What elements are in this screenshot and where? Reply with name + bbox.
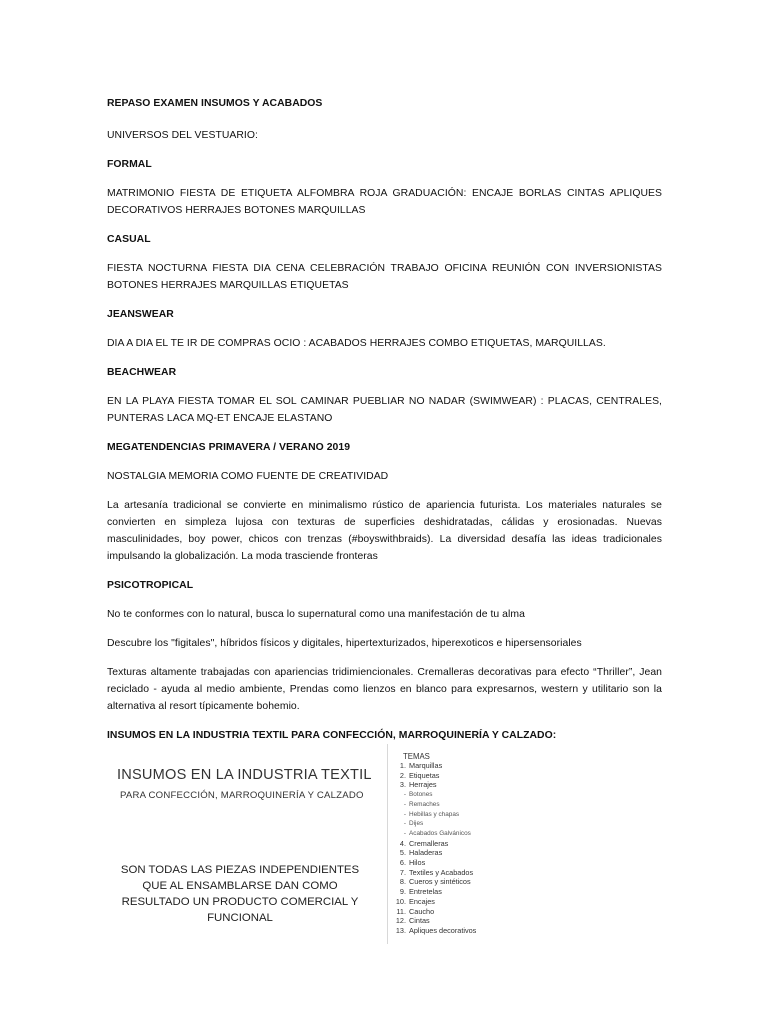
topic-number: 7. (399, 867, 406, 877)
topic-number: - (403, 829, 406, 837)
formal-heading: FORMAL (107, 159, 152, 170)
insumos-figure (107, 740, 487, 945)
topic-item (392, 897, 476, 907)
topic-number: - (403, 791, 406, 799)
topics-list (392, 761, 476, 936)
casual-paragraph: FIESTA NOCTURNA FIESTA DIA CENA CELEBRACIÓN TRABAJO OFICINA REUNIÓN CON INVERSIONISTAS BOTONES HERRAJES MARQUILLAS ETIQUETAS (107, 263, 662, 291)
universos-heading: UNIVERSOS DEL VESTUARIO: (107, 130, 258, 141)
topic-label: Etiquetas (409, 770, 440, 780)
topic-label: Botones (409, 791, 433, 799)
formal-paragraph: MATRIMONIO FIESTA DE ETIQUETA ALFOMBRA ROJA GRADUACIÓN: ENCAJE BORLAS CINTAS APLIQUES DECORATIVOS HERRAJES BOTONES MARQUILLAS (107, 188, 662, 216)
topic-label: Cueros y sintéticos (409, 877, 471, 887)
topic-item (392, 829, 476, 839)
topic-item (392, 926, 476, 936)
beachwear-paragraph: EN LA PLAYA FIESTA TOMAR EL SOL CAMINAR PUEBLIAR NO NADAR (SWIMWEAR) : PLACAS, CENTRALES, PUNTERAS LACA MQ-ET ENCAJE ELASTANO (107, 396, 662, 424)
nostalgia-subheading: NOSTALGIA MEMORIA COMO FUENTE DE CREATIVIDAD (107, 471, 389, 482)
jeanswear-heading: JEANSWEAR (107, 309, 174, 320)
topic-label: Entretelas (409, 887, 442, 897)
topic-label: Haladeras (409, 848, 443, 858)
topic-number: 13. (395, 925, 406, 935)
document-title: REPASO EXAMEN INSUMOS Y ACABADOS (107, 98, 323, 109)
topic-number: 10. (395, 896, 406, 906)
topic-number: 6. (399, 858, 406, 868)
topic-number: 11. (396, 906, 406, 916)
topic-item (392, 887, 476, 897)
jeanswear-paragraph: DIA A DIA EL TE IR DE COMPRAS OCIO : ACABADOS HERRAJES COMBO ETIQUETAS, MARQUILLAS. (107, 338, 606, 349)
topic-label: Marquillas (409, 761, 443, 770)
topic-label: Cremalleras (409, 838, 449, 848)
topic-item (392, 907, 476, 917)
topic-item (392, 839, 476, 849)
topic-number: - (403, 820, 406, 828)
topic-label: Hilos (409, 858, 426, 868)
topic-item (392, 800, 476, 810)
topic-item (392, 790, 476, 800)
topic-item (392, 916, 476, 926)
psicotropical-heading: PSICOTROPICAL (107, 580, 194, 591)
topic-item (392, 868, 476, 878)
topic-label: Dijes (409, 820, 424, 828)
megatendencias-heading: MEGATENDENCIAS PRIMAVERA / VERANO 2019 (107, 442, 351, 453)
artesania-paragraph: La artesanía tradicional se convierte en minimalismo rústico de apariencia futurista. Los materiales naturales se convierten en simpleza lujosa con texturas de superficies deshidratadas, cálidas y erosionadas. Nuevas masculinidades, boy power, chicos con trenzas (#boyswithbraids). La diversidad desafía las ideas tradicionales impulsando la globalización. La moda trasciende fronteras (107, 500, 662, 562)
topic-number: 4. (399, 838, 406, 848)
topic-number: 9. (399, 887, 406, 897)
figure-title: INSUMOS EN LA INDUSTRIA TEXTIL (117, 767, 372, 783)
topic-label: Herrajes (409, 780, 437, 790)
topic-number: 5. (399, 848, 406, 858)
topic-item (392, 771, 476, 781)
topic-number: 2. (399, 770, 406, 780)
topic-number: 3. (399, 780, 406, 790)
beachwear-heading: BEACHWEAR (107, 367, 177, 378)
topic-number: 8. (399, 877, 406, 887)
figure-subtitle: PARA CONFECCIÓN, MARROQUINERÍA Y CALZADO (120, 790, 364, 801)
topic-label: Cintas (409, 916, 430, 926)
topic-number: 1. (399, 761, 406, 770)
topics-panel (387, 744, 488, 944)
topic-item (392, 877, 476, 887)
topic-label: Remaches (409, 800, 440, 808)
topic-item (392, 761, 476, 771)
topic-number: - (403, 810, 406, 818)
topic-label: Acabados Galvánicos (409, 829, 471, 837)
casual-heading: CASUAL (107, 234, 151, 245)
psicotropical-paragraph-2: Descubre los "figitales", híbridos físicos y digitales, hipertexturizados, hiperexoticos e hipersensoriales (107, 638, 582, 649)
topic-label: Encajes (409, 896, 435, 906)
psicotropical-paragraph-3: Texturas altamente trabajadas con apariencias tridimiencionales. Cremalleras decorativas para efecto “Thriller”, Jean reciclado - ayuda al medio ambiente, Prendas como lienzos en blanco para expresarnos, western y utilitario son la alternativa al resort típicamente bohemio. (107, 667, 662, 712)
topic-item (392, 848, 476, 858)
topic-item (392, 780, 476, 790)
document-body (107, 95, 662, 744)
topic-item (392, 819, 476, 829)
topic-number: 12. (395, 916, 406, 926)
topic-label: Caucho (409, 906, 435, 916)
topics-title: TEMAS (403, 752, 430, 761)
topic-number: - (403, 800, 406, 808)
topic-item (392, 810, 476, 820)
topic-label: Textiles y Acabados (409, 867, 474, 877)
insumos-heading: INSUMOS EN LA INDUSTRIA TEXTIL PARA CONFECCIÓN, MARROQUINERÍA Y CALZADO: (107, 730, 557, 741)
topic-label: Apliques decorativos (409, 925, 477, 935)
topic-label: Hebillas y chapas (409, 810, 460, 818)
figure-description: SON TODAS LAS PIEZAS INDEPENDIENTES QUE AL ENSAMBLARSE DAN COMO RESULTADO UN PRODUCTO COMERCIAL Y FUNCIONAL (120, 864, 360, 924)
topic-item (392, 858, 476, 868)
psicotropical-paragraph-1: No te conformes con lo natural, busca lo supernatural como una manifestación de tu alma (107, 609, 525, 620)
